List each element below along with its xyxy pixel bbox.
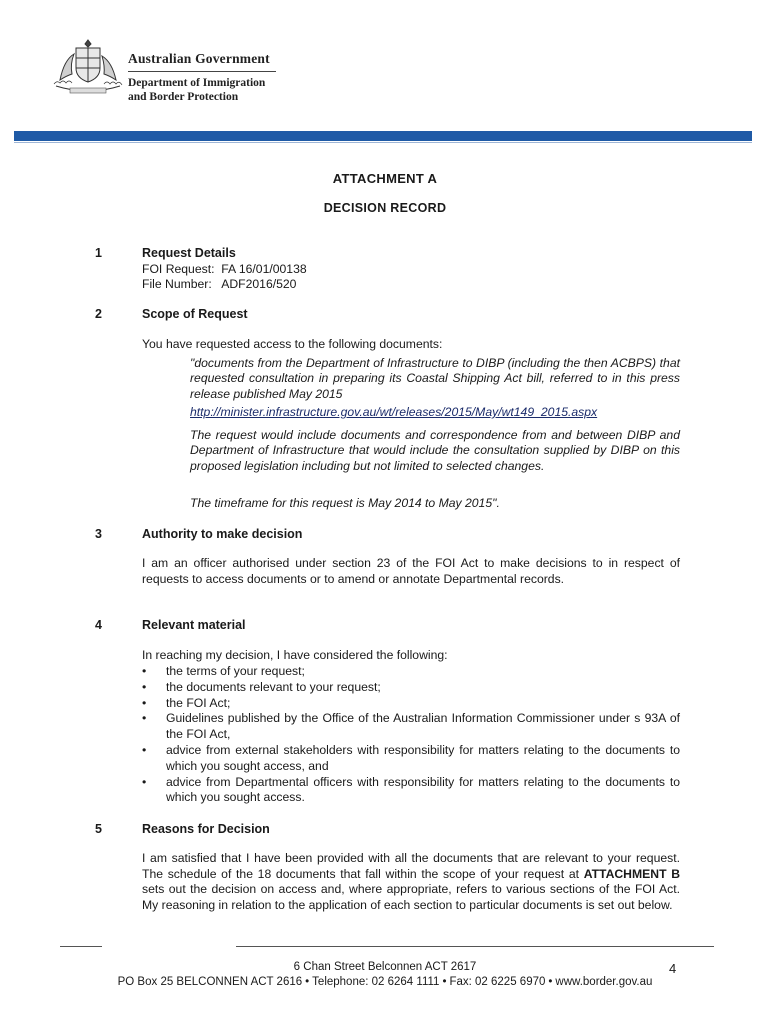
section-2-number: 2 <box>95 307 102 321</box>
bullet-icon: • <box>142 711 147 726</box>
footer-separator: • <box>548 976 553 988</box>
footer-contact-line <box>0 976 770 988</box>
department-name-line1: Department of Immigration <box>128 77 266 89</box>
bullet-icon: • <box>142 664 147 678</box>
bullet-icon: • <box>142 742 147 757</box>
scope-intro: You have requested access to the following documents: <box>142 337 443 351</box>
reasons-text-part1: I am satisfied that I have been provided with all the documents that are relevant to your request. The schedule of the 18 documents that fall within the scope of your request at <box>142 851 680 881</box>
bullet-icon: • <box>142 695 147 710</box>
section-4-heading: Relevant material <box>142 618 246 632</box>
branding-divider <box>128 71 276 72</box>
list-item-text: the FOI Act; <box>166 695 231 710</box>
section-1-heading: Request Details <box>142 246 236 260</box>
relevant-material-intro: In reaching my decision, I have considered the following: <box>142 648 448 662</box>
coat-of-arms-icon <box>50 38 126 96</box>
footer-fax: Fax: 02 6225 6970 <box>449 976 546 988</box>
page-number: 4 <box>669 961 677 976</box>
footer-divider <box>236 946 714 947</box>
reasons-paragraph <box>142 851 680 913</box>
list-item <box>142 664 680 680</box>
section-1-number: 1 <box>95 246 102 260</box>
header-blue-bar-shadow <box>14 142 752 143</box>
section-4-number: 4 <box>95 618 102 632</box>
relevant-material-list <box>142 664 680 806</box>
authority-paragraph: I am an officer authorised under section 23 of the FOI Act to make decisions to in respect of requests to access documents or to amend or annotate Departmental records. <box>142 556 680 586</box>
scope-quote-1: "documents from the Department of Infrastructure to DIBP (including the then ACBPS) that requested consultation in preparing its Coastal Shipping Act bill, referred to in this press release published May 2015 <box>190 356 680 401</box>
scope-quote-3: The timeframe for this request is May 2014 to May 2015". <box>190 496 500 510</box>
section-2-heading: Scope of Request <box>142 307 248 321</box>
list-item-text: advice from Departmental officers with responsibility for matters relating to the documents to which you sought access. <box>166 774 680 805</box>
footer-divider-short <box>60 946 102 947</box>
bullet-icon: • <box>142 774 147 789</box>
scope-quote-2: The request would include documents and correspondence from and between DIBP and Department of Infrastructure that would include the consultation supplied by DIBP on this proposed legislation including but not limited to selected changes. <box>190 428 680 473</box>
press-release-link[interactable]: http://minister.infrastructure.gov.au/wt/releases/2015/May/wt149_2015.aspx <box>190 405 598 419</box>
section-5-number: 5 <box>95 822 102 836</box>
file-number-line: File Number: ADF2016/520 <box>142 277 297 291</box>
list-item-text: the terms of your request; <box>166 664 305 678</box>
foi-request-line: FOI Request: FA 16/01/00138 <box>142 262 307 276</box>
section-3-heading: Authority to make decision <box>142 527 303 541</box>
footer-po-box: PO Box 25 BELCONNEN ACT 2616 <box>117 976 303 988</box>
footer-website-link[interactable]: www.border.gov.au <box>555 976 653 988</box>
section-5-heading: Reasons for Decision <box>142 822 270 836</box>
list-item-text: the documents relevant to your request; <box>166 679 381 694</box>
list-item <box>142 711 680 743</box>
footer-separator: • <box>442 976 447 988</box>
list-item <box>142 775 680 807</box>
department-name-line2: and Border Protection <box>128 91 239 103</box>
reasons-text-part2: sets out the decision on access and, where appropriate, refers to various sections of the FOI Act. My reasoning in relation to the application of each section to particular documents is set out below. <box>142 882 680 912</box>
list-item-text: advice from external stakeholders with responsibility for matters relating to the documents to which you sought access, and <box>166 742 680 773</box>
footer-separator: • <box>305 976 310 988</box>
government-branding <box>128 51 276 104</box>
attachment-title: ATTACHMENT A <box>332 171 438 186</box>
footer-telephone: Telephone: 02 6264 1111 <box>312 976 440 988</box>
list-item <box>142 743 680 775</box>
list-item <box>142 680 680 696</box>
header-blue-bar <box>14 131 752 141</box>
list-item <box>142 696 680 712</box>
footer-street-address: 6 Chan Street Belconnen ACT 2617 <box>293 961 477 973</box>
bullet-icon: • <box>142 679 147 694</box>
government-name: Australian Government <box>128 51 270 66</box>
list-item-text: Guidelines published by the Office of the Australian Information Commissioner under s 93A of the FOI Act, <box>166 711 680 742</box>
attachment-b-reference: ATTACHMENT B <box>583 866 681 881</box>
section-3-number: 3 <box>95 527 102 541</box>
decision-record-title: DECISION RECORD <box>323 201 447 215</box>
